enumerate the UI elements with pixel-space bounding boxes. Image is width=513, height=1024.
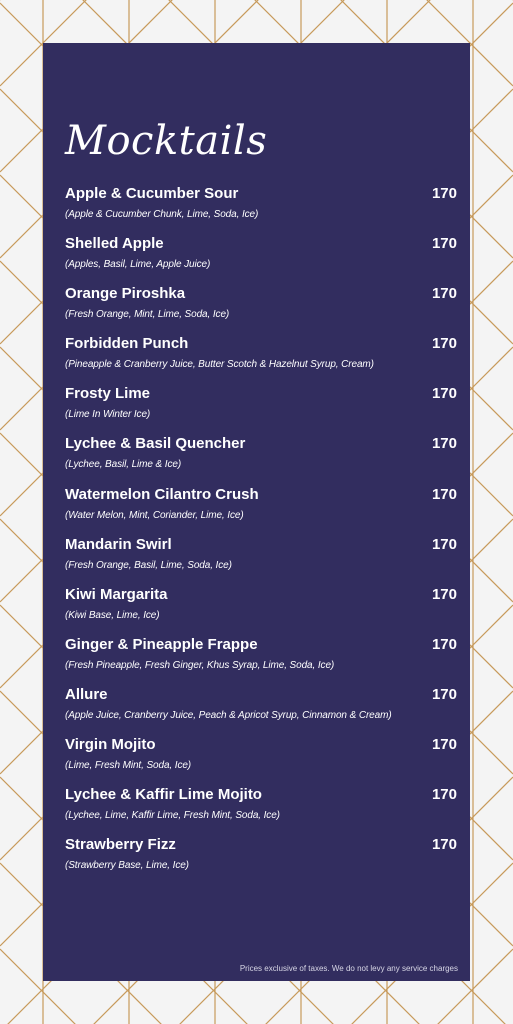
item-description: (Lychee, Lime, Kaffir Lime, Fresh Mint, Soda, Ice) — [65, 810, 280, 822]
menu-card — [43, 43, 470, 981]
item-name: Apple & Cucumber Sour — [65, 185, 239, 202]
menu-items-list — [65, 184, 457, 885]
item-price: 170 — [431, 535, 457, 553]
menu-item — [65, 735, 457, 785]
menu-item — [65, 334, 457, 384]
menu-title: Mocktails — [65, 118, 268, 164]
item-price: 170 — [431, 435, 457, 453]
menu-item — [65, 835, 457, 885]
item-name: Mandarin Swirl — [65, 535, 172, 553]
menu-item — [65, 585, 457, 635]
item-name: Virgin Mojito — [65, 736, 156, 754]
item-description: (Lime In Winter Ice) — [65, 409, 151, 421]
item-description: (Fresh Pineapple, Fresh Ginger, Khus Syrap, Lime, Soda, Ice) — [65, 659, 335, 671]
item-price: 170 — [431, 235, 457, 253]
menu-item — [65, 284, 457, 334]
item-price: 170 — [431, 385, 457, 403]
menu-item — [65, 384, 457, 434]
item-description: (Lime, Fresh Mint, Soda, Ice) — [65, 760, 192, 772]
item-name: Lychee & Basil Quencher — [65, 435, 246, 453]
item-price: 170 — [431, 786, 457, 804]
menu-item — [65, 234, 457, 284]
item-price: 170 — [431, 836, 457, 854]
item-price: 170 — [431, 185, 457, 202]
item-price: 170 — [431, 736, 457, 754]
item-price: 170 — [431, 335, 457, 353]
menu-item — [65, 785, 457, 835]
footnote: Prices exclusive of taxes. We do not levy any service charges — [239, 964, 458, 973]
item-name: Frosty Lime — [65, 385, 151, 403]
item-description: (Apple & Cucumber Chunk, Lime, Soda, Ice) — [65, 209, 259, 220]
item-name: Watermelon Cilantro Crush — [65, 485, 259, 503]
item-name: Kiwi Margarita — [65, 585, 168, 603]
item-name: Shelled Apple — [65, 235, 164, 253]
item-price: 170 — [431, 635, 457, 653]
item-price: 170 — [431, 285, 457, 303]
item-name: Orange Piroshka — [65, 285, 186, 303]
item-description: (Fresh Orange, Basil, Lime, Soda, Ice) — [65, 559, 232, 571]
item-name: Strawberry Fizz — [65, 836, 176, 854]
item-name: Lychee & Kaffir Lime Mojito — [65, 786, 262, 804]
item-description: (Apples, Basil, Lime, Apple Juice) — [65, 259, 211, 271]
item-price: 170 — [431, 585, 457, 603]
menu-item — [65, 184, 457, 234]
item-description: (Strawberry Base, Lime, Ice) — [65, 860, 189, 872]
item-description: (Lychee, Basil, Lime & Ice) — [65, 459, 182, 471]
menu-item — [65, 485, 457, 535]
item-price: 170 — [431, 685, 457, 703]
item-description: (Kiwi Base, Lime, Ice) — [65, 609, 160, 621]
menu-item — [65, 535, 457, 585]
menu-item — [65, 434, 457, 484]
item-description: (Fresh Orange, Mint, Lime, Soda, Ice) — [65, 309, 230, 321]
item-description: (Pineapple & Cranberry Juice, Butter Scotch & Hazelnut Syrup, Cream) — [65, 359, 374, 371]
menu-item — [65, 635, 457, 685]
item-name: Forbidden Punch — [65, 335, 189, 353]
menu-item — [65, 685, 457, 735]
item-name: Allure — [65, 685, 108, 703]
item-price: 170 — [431, 485, 457, 503]
item-description: (Water Melon, Mint, Coriander, Lime, Ice) — [65, 509, 244, 521]
item-name: Ginger & Pineapple Frappe — [65, 635, 258, 653]
item-description: (Apple Juice, Cranberry Juice, Peach & Apricot Syrup, Cinnamon & Cream) — [65, 709, 392, 721]
